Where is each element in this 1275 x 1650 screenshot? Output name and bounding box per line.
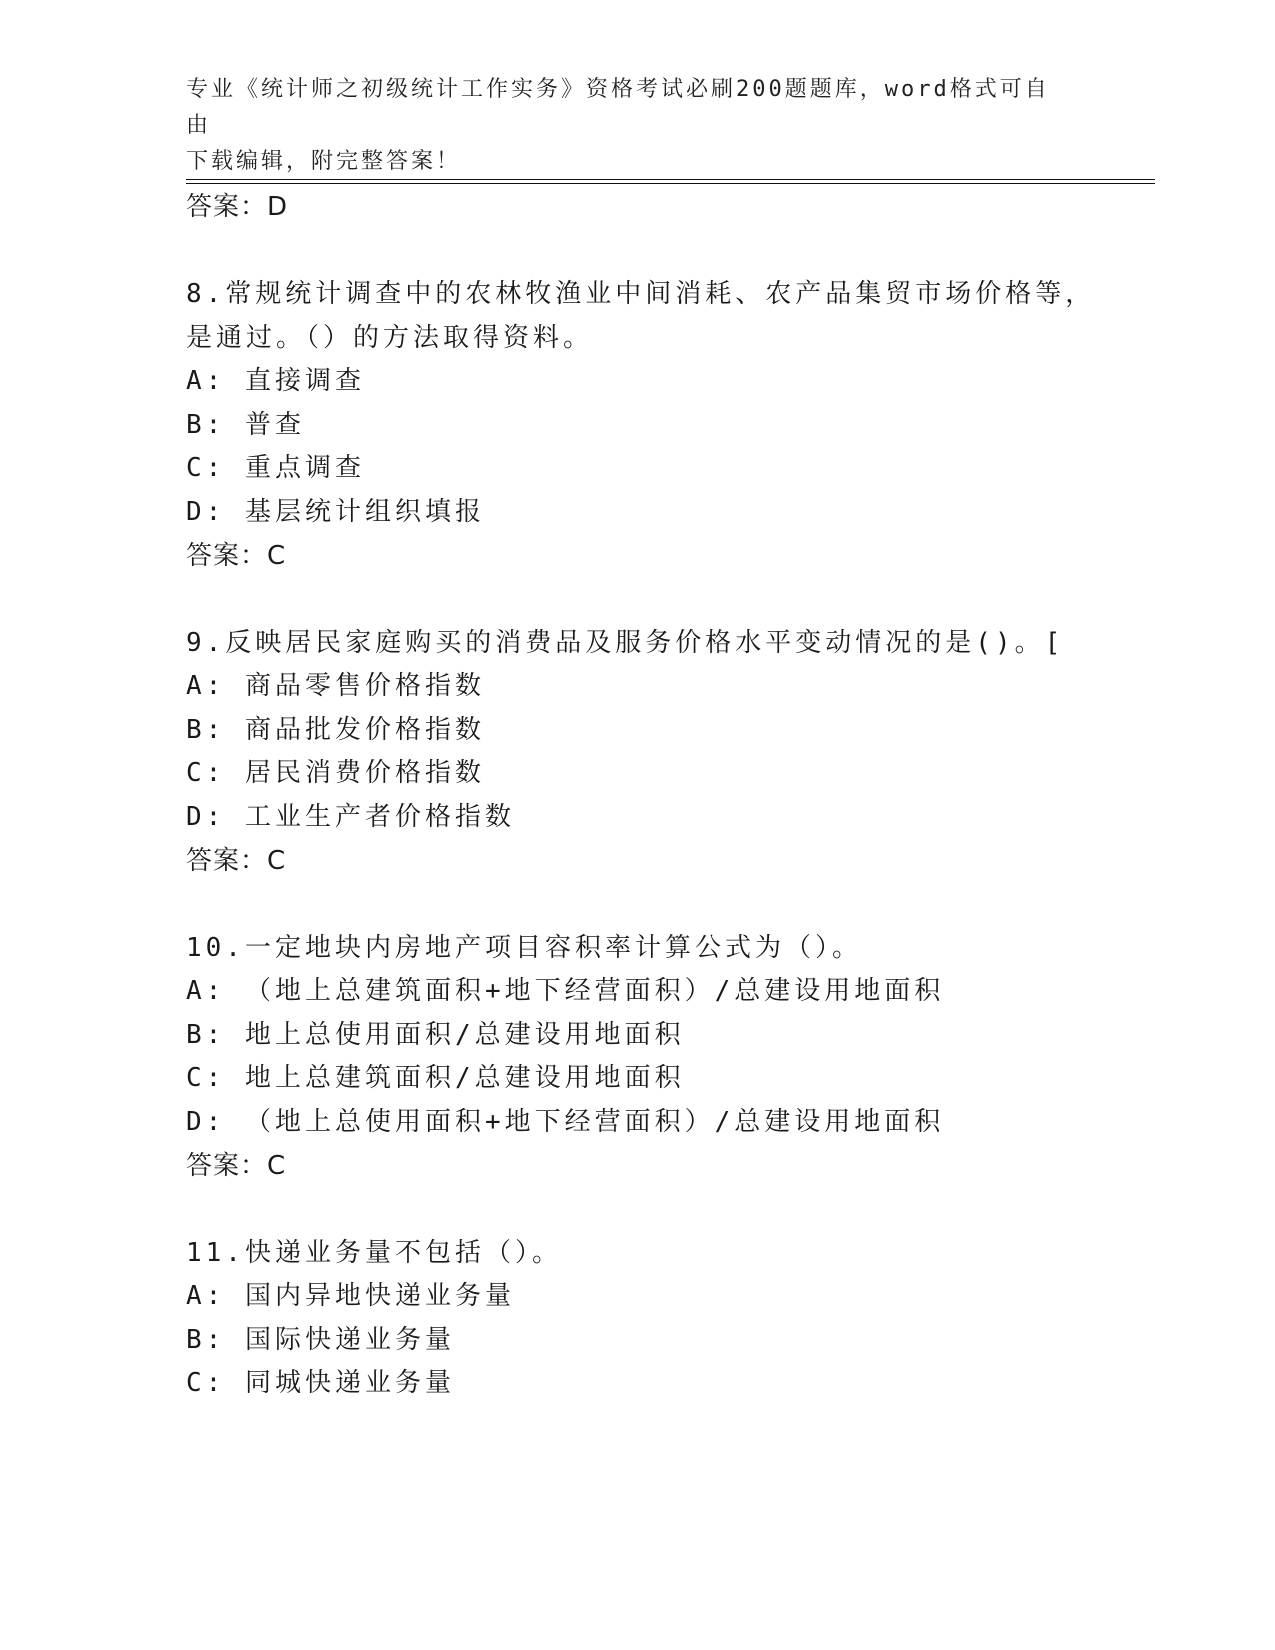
question-9-option-b: B: 商品批发价格指数 — [186, 715, 485, 745]
question-8-option-b: B: 普查 — [186, 410, 305, 440]
question-11-option-a: A: 国内异地快递业务量 — [186, 1281, 515, 1311]
question-10-option-d: D: （地上总使用面积+地下经营面积）/总建设用地面积 — [186, 1107, 945, 1137]
header-rule-bottom — [186, 183, 1155, 184]
question-8-option-c: C: 重点调查 — [186, 453, 365, 483]
question-8-answer: 答案：C — [186, 541, 287, 571]
question-9-answer: 答案：C — [186, 846, 287, 876]
question-11-option-c: C: 同城快递业务量 — [186, 1368, 455, 1398]
question-10-stem: 10.一定地块内房地产项目容积率计算公式为（）。 — [186, 933, 862, 963]
question-11-option-b: B: 国际快递业务量 — [186, 1325, 455, 1355]
question-10-answer: 答案：C — [186, 1151, 287, 1181]
question-9-option-c: C: 居民消费价格指数 — [186, 758, 485, 788]
question-9-stem: 9.反映居民家庭购买的消费品及服务价格水平变动情况的是()。[ — [186, 628, 1065, 658]
question-11-stem: 11.快递业务量不包括（）。 — [186, 1238, 562, 1268]
question-8-option-d: D: 基层统计组织填报 — [186, 497, 485, 527]
question-8-stem-line-2: 是通过。（）的方法取得资料。 — [186, 323, 594, 353]
document-header — [186, 72, 1066, 180]
question-9-option-d: D: 工业生产者价格指数 — [186, 802, 515, 832]
header-line-1: 专业《统计师之初级统计工作实务》资格考试必刷200题题库，word格式可自由 — [186, 77, 1050, 138]
question-9-option-a: A: 商品零售价格指数 — [186, 671, 485, 701]
previous-answer: 答案：D — [186, 192, 289, 222]
question-10-option-c: C: 地上总建筑面积/总建设用地面积 — [186, 1063, 685, 1093]
question-8-option-a: A: 直接调查 — [186, 366, 365, 396]
question-8-stem-line-1: 8.常规统计调查中的农林牧渔业中间消耗、农产品集贸市场价格等， — [186, 279, 1096, 309]
header-rule-top — [186, 179, 1155, 180]
header-line-2: 下载编辑，附完整答案！ — [186, 149, 462, 174]
question-10-option-b: B: 地上总使用面积/总建设用地面积 — [186, 1020, 685, 1050]
question-10-option-a: A: （地上总建筑面积+地下经营面积）/总建设用地面积 — [186, 976, 945, 1006]
